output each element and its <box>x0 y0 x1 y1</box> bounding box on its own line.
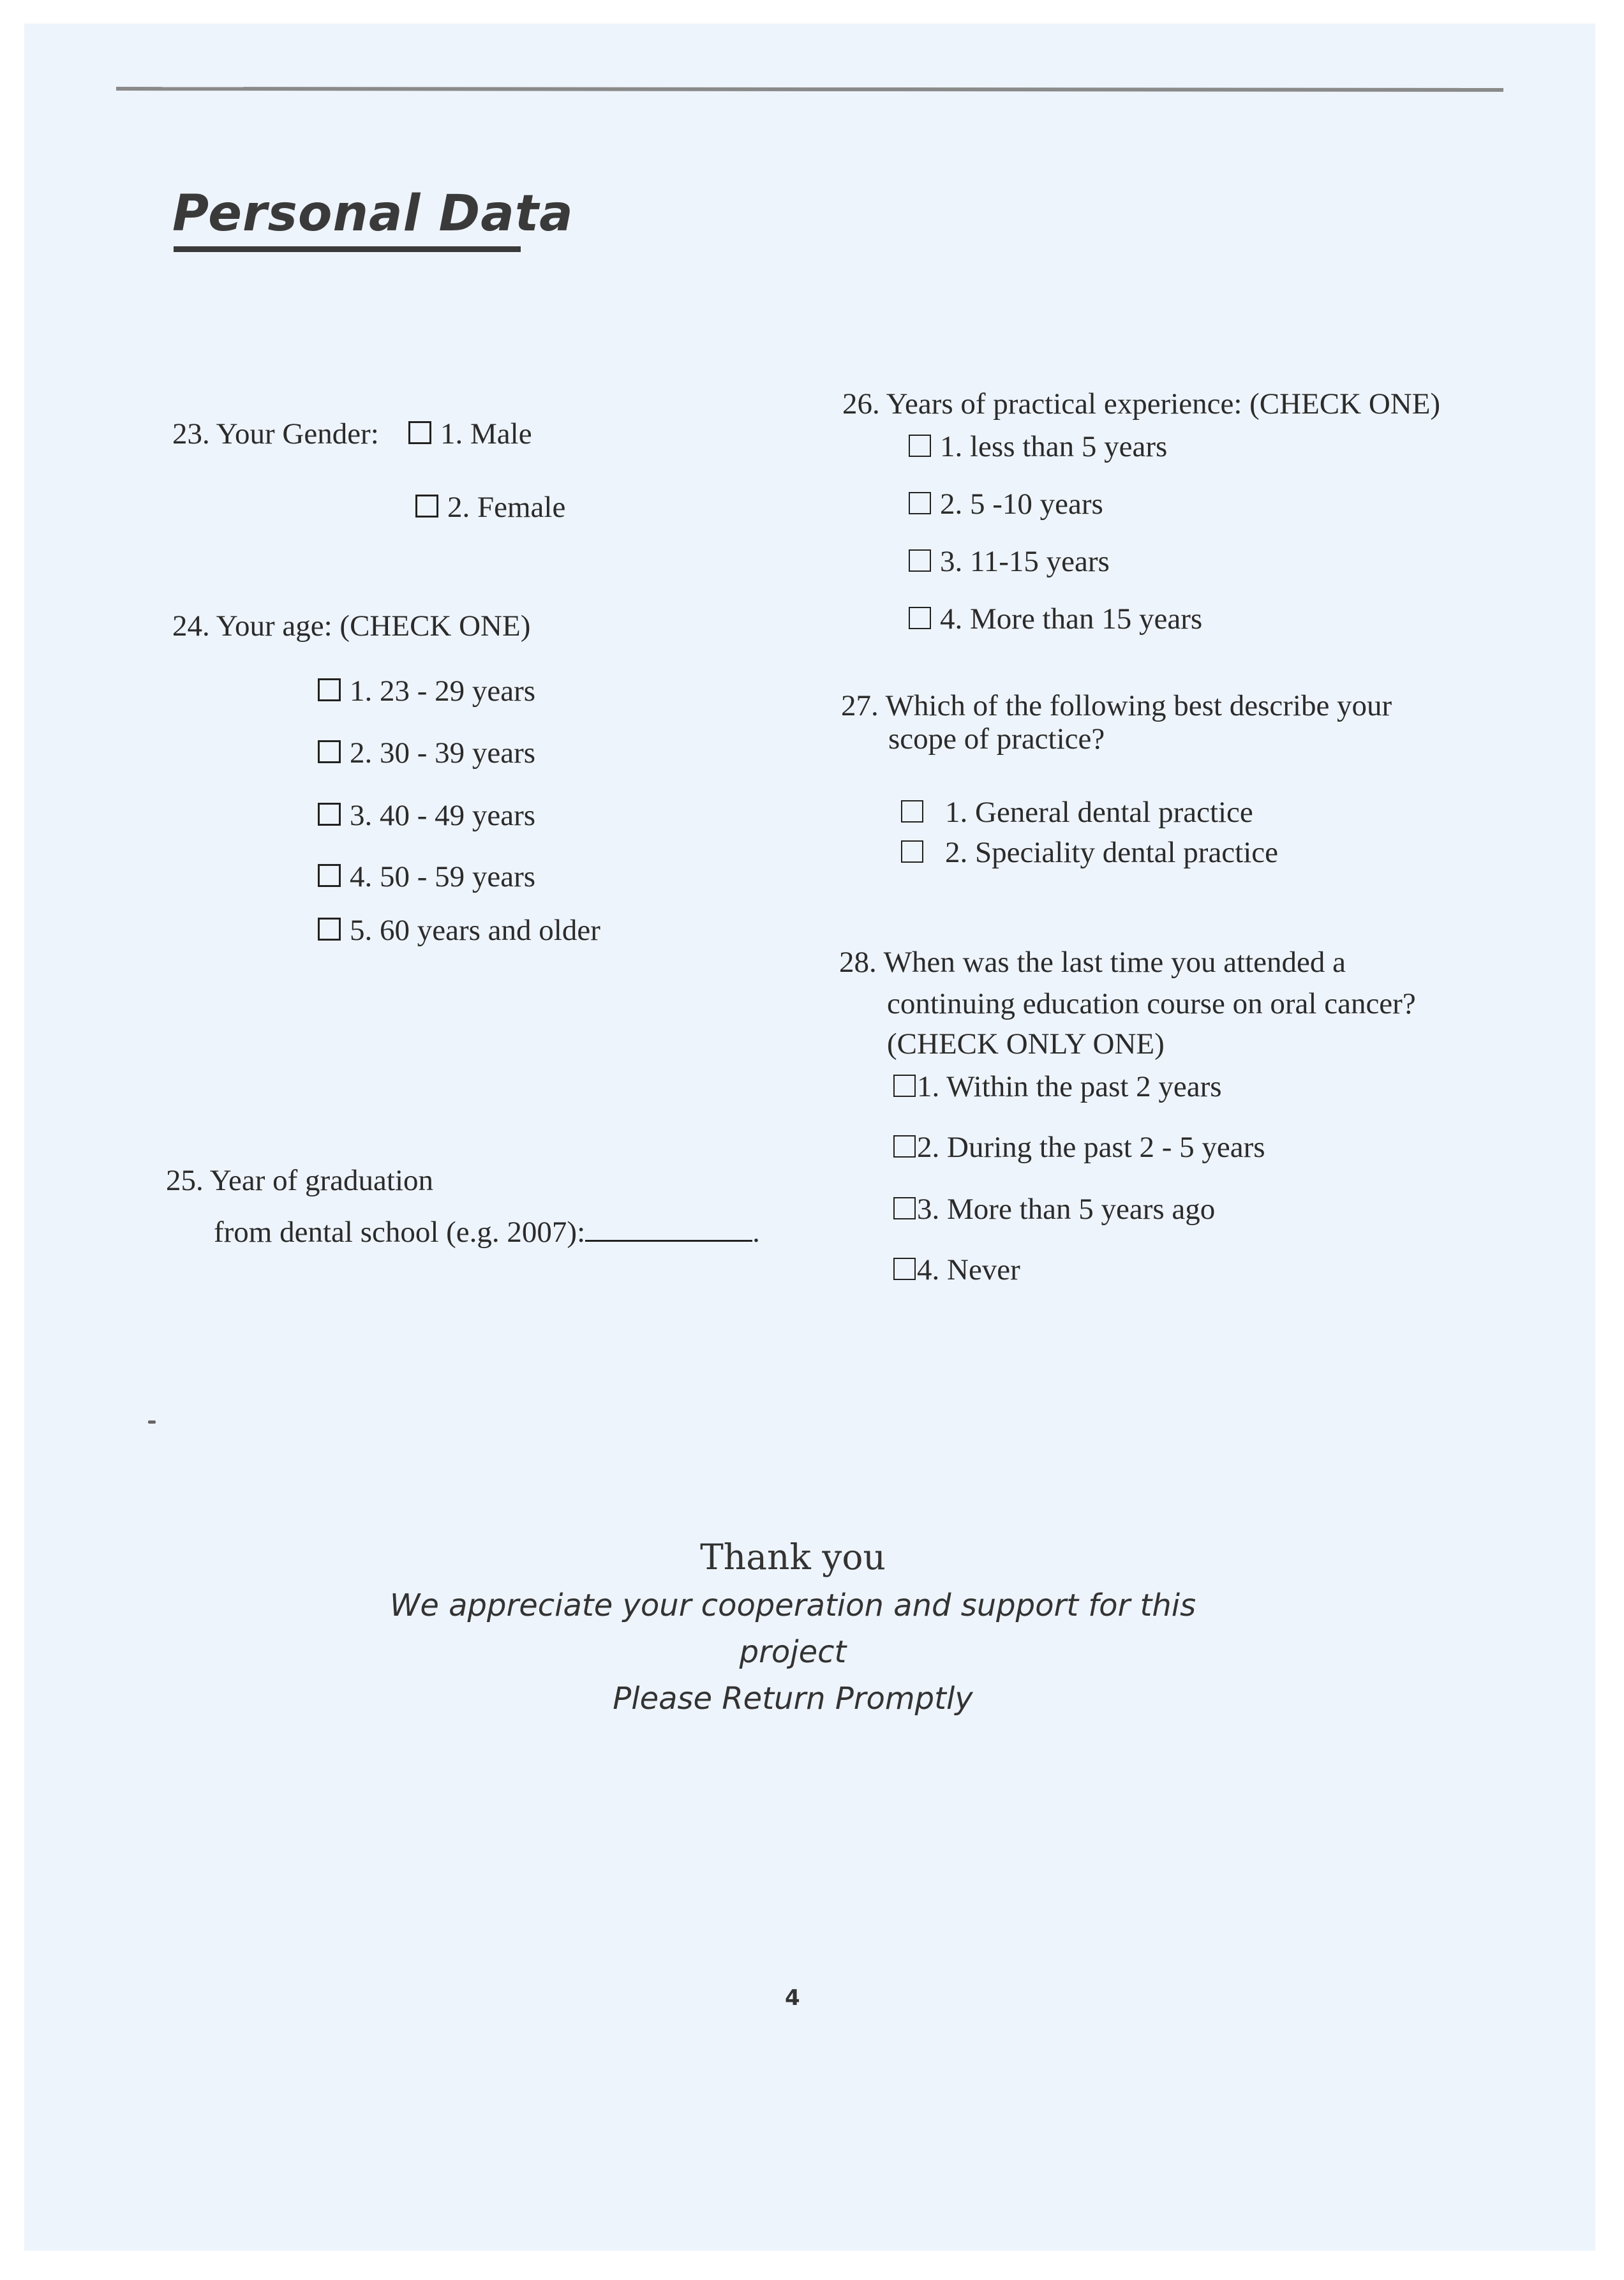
checkbox-icon[interactable] <box>318 678 341 701</box>
option-label: 1. 23 - 29 years <box>350 674 536 708</box>
checkbox-icon[interactable] <box>893 1075 916 1097</box>
q27-option-1[interactable] <box>901 798 1253 828</box>
checkbox-icon[interactable] <box>318 803 341 826</box>
question-25-row <box>214 1214 760 1248</box>
checkbox-icon[interactable] <box>893 1197 916 1219</box>
checkbox-icon[interactable] <box>901 840 923 863</box>
option-label: 2. 5 -10 years <box>940 488 1103 521</box>
option-label: 1. General dental practice <box>945 796 1253 829</box>
q28-option-3[interactable] <box>893 1195 1215 1225</box>
checkbox-icon[interactable] <box>318 740 341 763</box>
thank-you-text: Thank you <box>700 1537 886 1577</box>
option-label: 5. 60 years and older <box>350 914 600 947</box>
option-label: 1. Male <box>440 417 532 451</box>
option-label: 1. less than 5 years <box>940 430 1168 463</box>
question-28-label-line1: 28. When was the last time you attended a <box>839 946 1346 979</box>
q27-option-2[interactable] <box>901 838 1278 868</box>
option-label: 2. 30 - 39 years <box>350 736 536 770</box>
page-title: Personal Data <box>172 185 574 242</box>
option-label: 1. Within the past 2 years <box>917 1070 1222 1103</box>
return-note: Please Return Promptly <box>613 1681 973 1717</box>
question-24-label: 24. Your age: (CHECK ONE) <box>172 609 531 643</box>
checkbox-icon[interactable] <box>415 495 438 518</box>
q24-option-5[interactable] <box>318 916 600 946</box>
option-label: 3. 11-15 years <box>940 545 1110 578</box>
checkbox-icon[interactable] <box>893 1258 916 1280</box>
option-label: 3. More than 5 years ago <box>917 1193 1216 1226</box>
q23-option-male[interactable] <box>408 419 532 449</box>
checkbox-icon[interactable] <box>909 549 931 572</box>
scan-speck <box>148 1420 156 1424</box>
question-23 <box>172 419 379 449</box>
option-label: 2. Female <box>447 491 566 524</box>
appreciation-line-2: project <box>739 1634 847 1670</box>
appreciation-line-1: We appreciate your cooperation and support for this <box>389 1588 1196 1623</box>
option-label: 4. 50 - 59 years <box>350 860 536 893</box>
option-label: 4. More than 15 years <box>940 602 1203 636</box>
q24-option-4[interactable] <box>318 862 535 892</box>
question-27-label-line2: scope of practice? <box>888 722 1105 756</box>
q26-option-2[interactable] <box>909 489 1103 519</box>
option-label: 4. Never <box>917 1253 1020 1286</box>
question-25-label-line2: from dental school (e.g. 2007): <box>214 1216 586 1249</box>
checkbox-icon[interactable] <box>893 1135 916 1158</box>
option-label: 2. Speciality dental practice <box>945 836 1279 869</box>
question-28-label-line3: (CHECK ONLY ONE) <box>887 1027 1165 1061</box>
q23-option-female[interactable] <box>415 493 565 523</box>
option-label: 3. 40 - 49 years <box>350 799 536 832</box>
question-23-label: 23. Your Gender: <box>172 417 379 451</box>
q26-option-4[interactable] <box>909 604 1202 634</box>
title-underline <box>174 246 521 252</box>
checkbox-icon[interactable] <box>318 864 341 887</box>
checkbox-icon[interactable] <box>408 421 431 444</box>
q26-option-3[interactable] <box>909 547 1110 577</box>
question-25-label-line1: 25. Year of graduation <box>166 1164 434 1197</box>
graduation-year-input[interactable] <box>585 1214 752 1242</box>
checkbox-icon[interactable] <box>909 607 931 629</box>
scanned-page <box>24 24 1595 2251</box>
question-28-label-line2: continuing education course on oral cancer? <box>887 987 1416 1020</box>
q24-option-3[interactable] <box>318 801 535 831</box>
trailing-period: . <box>752 1216 760 1249</box>
checkbox-icon[interactable] <box>318 918 341 941</box>
q24-option-1[interactable] <box>318 676 535 706</box>
q24-option-2[interactable] <box>318 738 535 768</box>
checkbox-icon[interactable] <box>901 800 923 823</box>
question-27-label-line1: 27. Which of the following best describe your <box>841 689 1392 722</box>
q28-option-4[interactable] <box>893 1255 1020 1285</box>
question-26-label: 26. Years of practical experience: (CHECK ONE) <box>842 387 1441 421</box>
q26-option-1[interactable] <box>909 432 1167 462</box>
option-label: 2. During the past 2 - 5 years <box>917 1131 1265 1164</box>
checkbox-icon[interactable] <box>909 435 931 457</box>
checkbox-icon[interactable] <box>909 492 931 514</box>
q28-option-2[interactable] <box>893 1133 1265 1163</box>
page-number: 4 <box>785 1985 800 2011</box>
q28-option-1[interactable] <box>893 1072 1222 1102</box>
